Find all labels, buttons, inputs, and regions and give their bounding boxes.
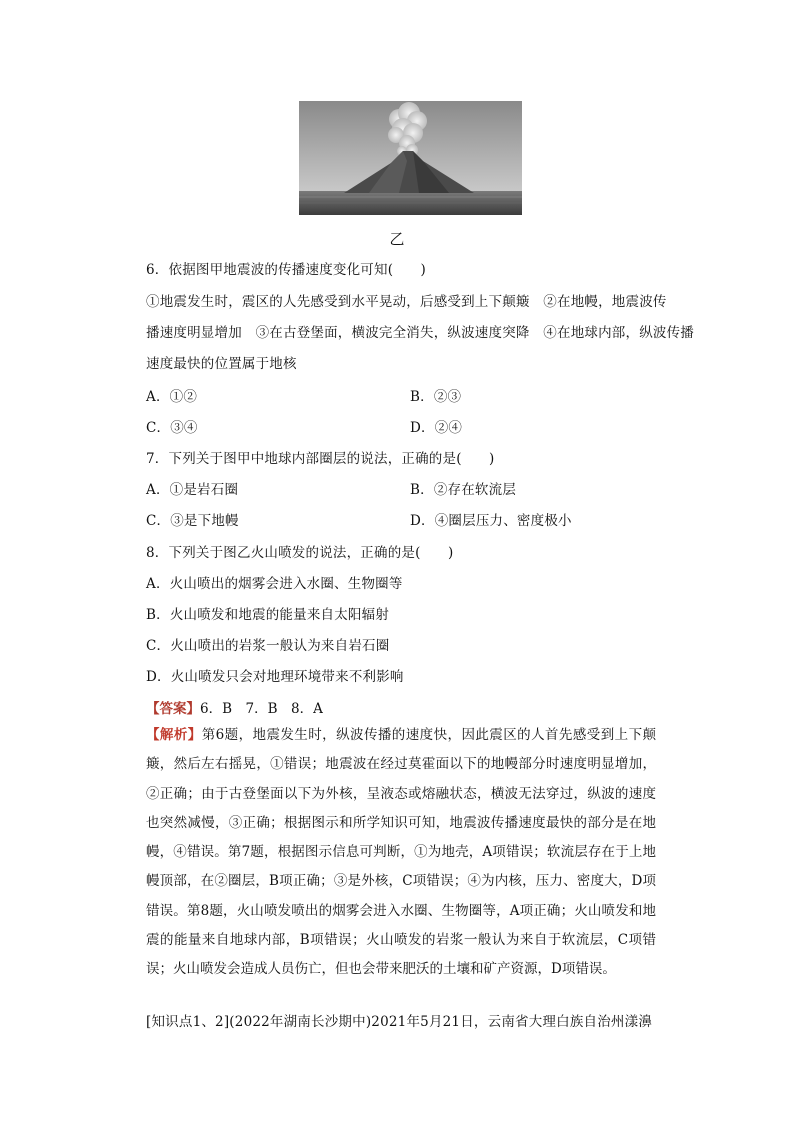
q8-stem: 8．下列关于图乙火山喷发的说法，正确的是( ) <box>146 545 454 561</box>
q7-stem: 7．下列关于图甲中地球内部圈层的说法，正确的是( ) <box>146 451 495 467</box>
q8-option-a: A．火山喷出的烟雾会进入水圈、生物圈等 <box>146 576 403 592</box>
q7-option-d: D．④圈层压力、密度极小 <box>410 513 572 529</box>
q6-option-c: C．③④ <box>146 420 198 436</box>
q7-option-b: B．②存在软流层 <box>410 482 517 498</box>
answer-tag: 【答案】 <box>146 701 200 717</box>
q7-option-c: C．③是下地幔 <box>146 513 239 529</box>
volcano-photo <box>299 101 522 215</box>
q8-option-b: B．火山喷发和地震的能量来自太阳辐射 <box>146 607 390 623</box>
next-question-intro: [知识点1、2](2022年湖南长沙期中)2021年5月21日，云南省大理白族自治州漾濞 <box>146 1014 653 1030</box>
analysis-tag: 【解析】 <box>146 727 202 743</box>
q6-option-b: B．②③ <box>410 389 462 405</box>
q6-option-a: A．①② <box>146 389 198 405</box>
q6-option-d: D．②④ <box>410 420 463 436</box>
q8-option-c: C．火山喷出的岩浆一般认为来自岩石圈 <box>146 638 390 654</box>
q6-body-line-3: 速度最快的位置属于地核 <box>146 356 297 372</box>
q6-body-line-2: 播速度明显增加 ③在古登堡面，横波完全消失，纵波速度突降 ④在地球内部，纵波传播 <box>146 325 694 341</box>
analysis-text: 第6题，地震发生时，纵波传播的速度快，因此震区的人首先感受到上下颠簸，然后左右摇晃，①错误；地震波在经过莫霍面以下的地幔部分时速度明显增加，②正确；由于古登堡面以下为外核，呈液态或熔融状态，横波无法穿过，纵波的速度也突然减慢，③正确；根据图示和所学知识可知，地震波传播速度最快的部分是在地幔，④错误。第7题，根据图示信息可判断，①为地壳，A项错误；软流层存在于上地幔顶部，在②圈层，B项正确；③是外核，C项错误；④为内核，压力、密度大，D项错误。第8题，火山喷发喷出的烟雾会进入水圈、生物圈等，A项正确；火山喷发和地震的能量来自地球内部，B项错误；火山喷发的岩浆一般认为来自于软流层，C项错误；火山喷发会造成人员伤亡，但也会带来肥沃的土壤和矿产资源，D项错误。 <box>146 727 657 978</box>
q6-stem: 6．依据图甲地震波的传播速度变化可知( ) <box>146 262 427 278</box>
figure-caption: 乙 <box>389 230 405 248</box>
q8-option-d: D．火山喷发只会对地理环境带来不利影响 <box>146 669 404 685</box>
answer-line <box>146 697 323 717</box>
analysis-paragraph <box>146 721 656 985</box>
q7-option-a: A．①是岩石圈 <box>146 482 239 498</box>
answer-text: 6．B 7．B 8．A <box>200 701 323 717</box>
q6-body-line-1: ①地震发生时，震区的人先感受到水平晃动，后感受到上下颠簸 ②在地幔，地震波传 <box>146 294 667 310</box>
